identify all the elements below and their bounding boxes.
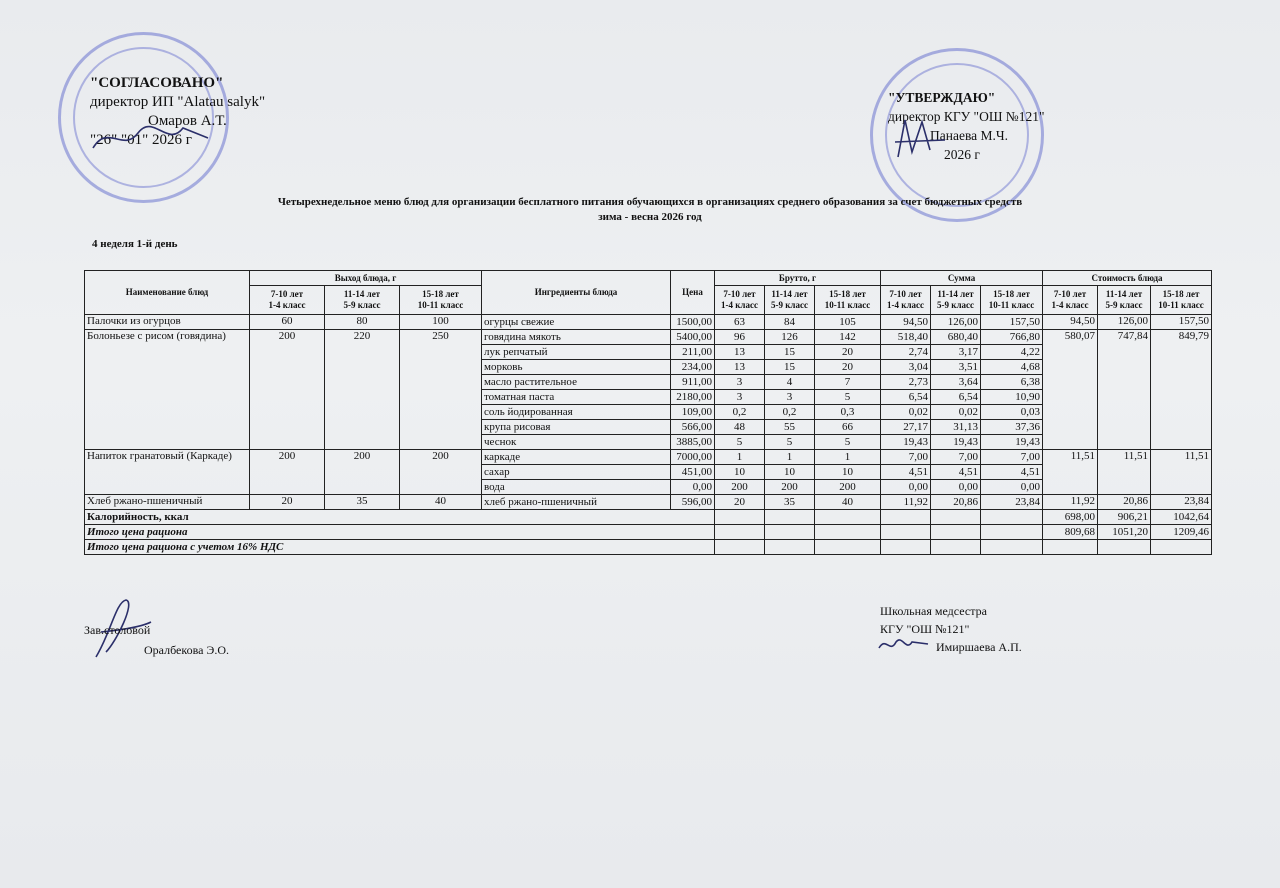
ingredient-brutto: 200 xyxy=(815,480,881,495)
ingredient-brutto: 3 xyxy=(715,390,765,405)
ingredient-price: 596,00 xyxy=(671,495,715,510)
totals-value xyxy=(1151,540,1212,555)
totals-empty xyxy=(881,510,931,525)
ingredient-brutto: 10 xyxy=(715,465,765,480)
ingredient-sum: 3,04 xyxy=(881,360,931,375)
ingredient-name: чеснок xyxy=(482,435,671,450)
ingredient-brutto: 15 xyxy=(765,345,815,360)
table-body xyxy=(85,315,1212,555)
col-dish-name: Наименование блюд xyxy=(85,271,250,315)
ingredient-price: 5400,00 xyxy=(671,330,715,345)
totals-empty xyxy=(815,540,881,555)
age-group-header: 7-10 лет 1-4 класс xyxy=(250,286,325,315)
ingredient-sum: 19,43 xyxy=(931,435,981,450)
table-row xyxy=(85,315,1212,330)
age-group-header: 7-10 лет 1-4 класс xyxy=(715,286,765,315)
ingredient-price: 211,00 xyxy=(671,345,715,360)
ingredient-brutto: 1 xyxy=(765,450,815,465)
ingredient-price: 109,00 xyxy=(671,405,715,420)
ingredient-brutto: 13 xyxy=(715,360,765,375)
ingredient-name: вода xyxy=(482,480,671,495)
ingredient-brutto: 66 xyxy=(815,420,881,435)
dish-yield: 80 xyxy=(325,315,400,330)
dish-cost: 11,51 xyxy=(1043,450,1098,495)
ingredient-sum: 0,00 xyxy=(981,480,1043,495)
ingredient-brutto: 5 xyxy=(715,435,765,450)
approval-line: Панаева М.Ч. xyxy=(930,128,1009,143)
ingredient-sum: 3,51 xyxy=(931,360,981,375)
signature-left-top xyxy=(88,118,218,158)
ingredient-sum: 766,80 xyxy=(981,330,1043,345)
totals-empty xyxy=(815,510,881,525)
ingredient-price: 566,00 xyxy=(671,420,715,435)
ingredient-name: сахар xyxy=(482,465,671,480)
col-sum: Сумма xyxy=(881,271,1043,286)
age-group-header: 11-14 лет 5-9 класс xyxy=(931,286,981,315)
ingredient-brutto: 0,2 xyxy=(765,405,815,420)
ingredient-name: масло растительное xyxy=(482,375,671,390)
ingredient-brutto: 20 xyxy=(815,345,881,360)
sign-role: Зав.столовой xyxy=(84,623,151,637)
col-ingredients: Ингредиенты блюда xyxy=(482,271,671,315)
ingredient-price: 0,00 xyxy=(671,480,715,495)
totals-empty xyxy=(715,540,765,555)
totals-row xyxy=(85,525,1212,540)
approval-line: директор КГУ "ОШ №121" xyxy=(888,109,1045,124)
age-group-header: 15-18 лет 10-11 класс xyxy=(815,286,881,315)
ingredient-sum: 19,43 xyxy=(981,435,1043,450)
ingredient-brutto: 5 xyxy=(815,390,881,405)
dish-cost: 20,86 xyxy=(1098,495,1151,510)
ingredient-sum: 0,02 xyxy=(931,405,981,420)
dish-cost: 23,84 xyxy=(1151,495,1212,510)
age-group-header: 11-14 лет 5-9 класс xyxy=(1098,286,1151,315)
dish-name: Хлеб ржано-пшеничный xyxy=(85,495,250,510)
ingredient-brutto: 126 xyxy=(765,330,815,345)
totals-empty xyxy=(981,540,1043,555)
ingredient-sum: 0,02 xyxy=(881,405,931,420)
dish-cost: 11,51 xyxy=(1098,450,1151,495)
ingredient-brutto: 1 xyxy=(815,450,881,465)
ingredient-brutto: 4 xyxy=(765,375,815,390)
totals-label: Итого цена рациона с учетом 16% НДС xyxy=(85,540,715,555)
totals-value xyxy=(1098,540,1151,555)
dish-yield: 200 xyxy=(400,450,482,495)
ingredient-brutto: 7 xyxy=(815,375,881,390)
ingredient-brutto: 84 xyxy=(765,315,815,330)
ingredient-brutto: 20 xyxy=(715,495,765,510)
age-group-header: 15-18 лет 10-11 класс xyxy=(400,286,482,315)
ingredient-sum: 2,74 xyxy=(881,345,931,360)
ingredient-sum: 126,00 xyxy=(931,315,981,330)
totals-empty xyxy=(765,525,815,540)
ingredient-brutto: 1 xyxy=(715,450,765,465)
col-yield: Выход блюда, г xyxy=(250,271,482,286)
title-line-2: зима - весна 2026 год xyxy=(598,211,702,223)
signature-block-right xyxy=(880,602,1022,656)
ingredient-brutto: 20 xyxy=(815,360,881,375)
totals-empty xyxy=(765,540,815,555)
approval-line: Омаров А.Т. xyxy=(148,113,227,129)
totals-value: 1051,20 xyxy=(1098,525,1151,540)
ingredient-sum: 94,50 xyxy=(881,315,931,330)
totals-value: 809,68 xyxy=(1043,525,1098,540)
ingredient-sum: 2,73 xyxy=(881,375,931,390)
ingredient-sum: 0,03 xyxy=(981,405,1043,420)
age-group-header: 7-10 лет 1-4 класс xyxy=(1043,286,1098,315)
ingredient-name: огурцы свежие xyxy=(482,315,671,330)
table-row xyxy=(85,450,1212,465)
totals-empty xyxy=(881,540,931,555)
dish-cost: 94,50 xyxy=(1043,315,1098,330)
dish-yield: 250 xyxy=(400,330,482,450)
sign-name: Имиршаева А.П. xyxy=(936,640,1022,654)
approval-title: "СОГЛАСОВАНО" xyxy=(90,75,224,91)
dish-yield: 20 xyxy=(250,495,325,510)
dish-yield: 35 xyxy=(325,495,400,510)
ingredient-price: 1500,00 xyxy=(671,315,715,330)
ingredient-brutto: 105 xyxy=(815,315,881,330)
dish-yield: 200 xyxy=(250,330,325,450)
ingredient-sum: 19,43 xyxy=(881,435,931,450)
dish-cost: 747,84 xyxy=(1098,330,1151,450)
ingredient-sum: 4,51 xyxy=(881,465,931,480)
totals-empty xyxy=(881,525,931,540)
ingredient-brutto: 3 xyxy=(765,390,815,405)
ingredient-sum: 4,68 xyxy=(981,360,1043,375)
table-row xyxy=(85,330,1212,345)
table-row xyxy=(85,495,1212,510)
sign-org: КГУ "ОШ №121" xyxy=(880,622,970,636)
ingredient-sum: 3,17 xyxy=(931,345,981,360)
dish-yield: 220 xyxy=(325,330,400,450)
ingredient-sum: 157,50 xyxy=(981,315,1043,330)
dish-name: Палочки из огурцов xyxy=(85,315,250,330)
dish-yield: 200 xyxy=(250,450,325,495)
dish-cost: 11,92 xyxy=(1043,495,1098,510)
ingredient-sum: 518,40 xyxy=(881,330,931,345)
ingredient-brutto: 35 xyxy=(765,495,815,510)
title-line-1: Четырехнедельное меню блюд для организации бесплатного питания обучающихся в организациях среднего образования за счет бюджетных средств xyxy=(277,196,1023,208)
week-day-label: 4 неделя 1-й день xyxy=(92,238,178,250)
age-group-header: 7-10 лет 1-4 класс xyxy=(881,286,931,315)
ingredient-price: 451,00 xyxy=(671,465,715,480)
ingredient-sum: 3,64 xyxy=(931,375,981,390)
ingredient-sum: 4,51 xyxy=(981,465,1043,480)
ingredient-sum: 23,84 xyxy=(981,495,1043,510)
totals-row xyxy=(85,540,1212,555)
ingredient-sum: 10,90 xyxy=(981,390,1043,405)
approval-date: 2026 г xyxy=(944,147,980,162)
totals-empty xyxy=(981,525,1043,540)
ingredient-name: крупа рисовая xyxy=(482,420,671,435)
dish-cost: 157,50 xyxy=(1151,315,1212,330)
ingredient-brutto: 142 xyxy=(815,330,881,345)
totals-empty xyxy=(765,510,815,525)
document-title xyxy=(200,195,1100,225)
totals-row xyxy=(85,510,1212,525)
totals-empty xyxy=(931,525,981,540)
ingredient-brutto: 200 xyxy=(765,480,815,495)
col-brutto: Брутто, г xyxy=(715,271,881,286)
ingredient-name: каркаде xyxy=(482,450,671,465)
dish-cost: 126,00 xyxy=(1098,315,1151,330)
ingredient-sum: 27,17 xyxy=(881,420,931,435)
ingredient-brutto: 48 xyxy=(715,420,765,435)
totals-empty xyxy=(931,510,981,525)
ingredient-price: 7000,00 xyxy=(671,450,715,465)
totals-empty xyxy=(715,525,765,540)
totals-label: Итого цена рациона xyxy=(85,525,715,540)
age-group-header: 11-14 лет 5-9 класс xyxy=(325,286,400,315)
totals-value: 1209,46 xyxy=(1151,525,1212,540)
ingredient-brutto: 10 xyxy=(815,465,881,480)
col-price: Цена xyxy=(671,271,715,315)
ingredient-price: 3885,00 xyxy=(671,435,715,450)
ingredient-name: соль йодированная xyxy=(482,405,671,420)
ingredient-brutto: 55 xyxy=(765,420,815,435)
dish-yield: 200 xyxy=(325,450,400,495)
ingredient-name: морковь xyxy=(482,360,671,375)
ingredient-brutto: 13 xyxy=(715,345,765,360)
ingredient-sum: 37,36 xyxy=(981,420,1043,435)
ingredient-sum: 0,00 xyxy=(931,480,981,495)
totals-label: Калорийность, ккал xyxy=(85,510,715,525)
ingredient-sum: 0,00 xyxy=(881,480,931,495)
totals-empty xyxy=(981,510,1043,525)
ingredient-sum: 7,00 xyxy=(931,450,981,465)
signature-right-top xyxy=(890,112,950,167)
ingredient-brutto: 63 xyxy=(715,315,765,330)
ingredient-sum: 4,22 xyxy=(981,345,1043,360)
totals-value xyxy=(1043,540,1098,555)
approval-date: "26" "01" 2026 г xyxy=(90,132,192,148)
totals-empty xyxy=(815,525,881,540)
ingredient-sum: 20,86 xyxy=(931,495,981,510)
ingredient-name: хлеб ржано-пшеничный xyxy=(482,495,671,510)
ingredient-brutto: 200 xyxy=(715,480,765,495)
ingredient-brutto: 40 xyxy=(815,495,881,510)
totals-value: 906,21 xyxy=(1098,510,1151,525)
ingredient-brutto: 3 xyxy=(715,375,765,390)
ingredient-brutto: 96 xyxy=(715,330,765,345)
ingredient-name: говядина мякоть xyxy=(482,330,671,345)
ingredient-brutto: 15 xyxy=(765,360,815,375)
ingredient-sum: 6,54 xyxy=(881,390,931,405)
approval-title: "УТВЕРЖДАЮ" xyxy=(888,90,996,105)
totals-empty xyxy=(931,540,981,555)
approval-line: директор ИП "Alatau salyk" xyxy=(90,94,266,110)
age-group-header: 15-18 лет 10-11 класс xyxy=(981,286,1043,315)
dish-yield: 60 xyxy=(250,315,325,330)
col-cost: Стоимость блюда xyxy=(1043,271,1212,286)
dish-yield: 100 xyxy=(400,315,482,330)
sign-role: Школьная медсестра xyxy=(880,604,987,618)
table-header xyxy=(85,271,1212,315)
ingredient-sum: 11,92 xyxy=(881,495,931,510)
ingredient-brutto: 0,3 xyxy=(815,405,881,420)
ingredient-sum: 31,13 xyxy=(931,420,981,435)
age-group-header: 11-14 лет 5-9 класс xyxy=(765,286,815,315)
ingredient-name: лук репчатый xyxy=(482,345,671,360)
ingredient-brutto: 10 xyxy=(765,465,815,480)
dish-name: Напиток гранатовый (Каркаде) xyxy=(85,450,250,495)
totals-empty xyxy=(715,510,765,525)
ingredient-name: томатная паста xyxy=(482,390,671,405)
ingredient-brutto: 0,2 xyxy=(715,405,765,420)
dish-cost: 849,79 xyxy=(1151,330,1212,450)
totals-value: 698,00 xyxy=(1043,510,1098,525)
ingredient-sum: 6,38 xyxy=(981,375,1043,390)
dish-cost: 11,51 xyxy=(1151,450,1212,495)
ingredient-price: 2180,00 xyxy=(671,390,715,405)
totals-value: 1042,64 xyxy=(1151,510,1212,525)
signature-block-left xyxy=(84,620,229,660)
ingredient-sum: 680,40 xyxy=(931,330,981,345)
ingredient-price: 234,00 xyxy=(671,360,715,375)
ingredient-sum: 4,51 xyxy=(931,465,981,480)
dish-cost: 580,07 xyxy=(1043,330,1098,450)
sign-name: Оралбекова Э.О. xyxy=(144,643,230,657)
ingredient-sum: 7,00 xyxy=(981,450,1043,465)
ingredient-price: 911,00 xyxy=(671,375,715,390)
menu-table xyxy=(84,270,1212,555)
ingredient-brutto: 5 xyxy=(765,435,815,450)
dish-name: Болоньезе с рисом (говядина) xyxy=(85,330,250,450)
dish-yield: 40 xyxy=(400,495,482,510)
ingredient-sum: 6,54 xyxy=(931,390,981,405)
ingredient-sum: 7,00 xyxy=(881,450,931,465)
ingredient-brutto: 5 xyxy=(815,435,881,450)
age-group-header: 15-18 лет 10-11 класс xyxy=(1151,286,1212,315)
